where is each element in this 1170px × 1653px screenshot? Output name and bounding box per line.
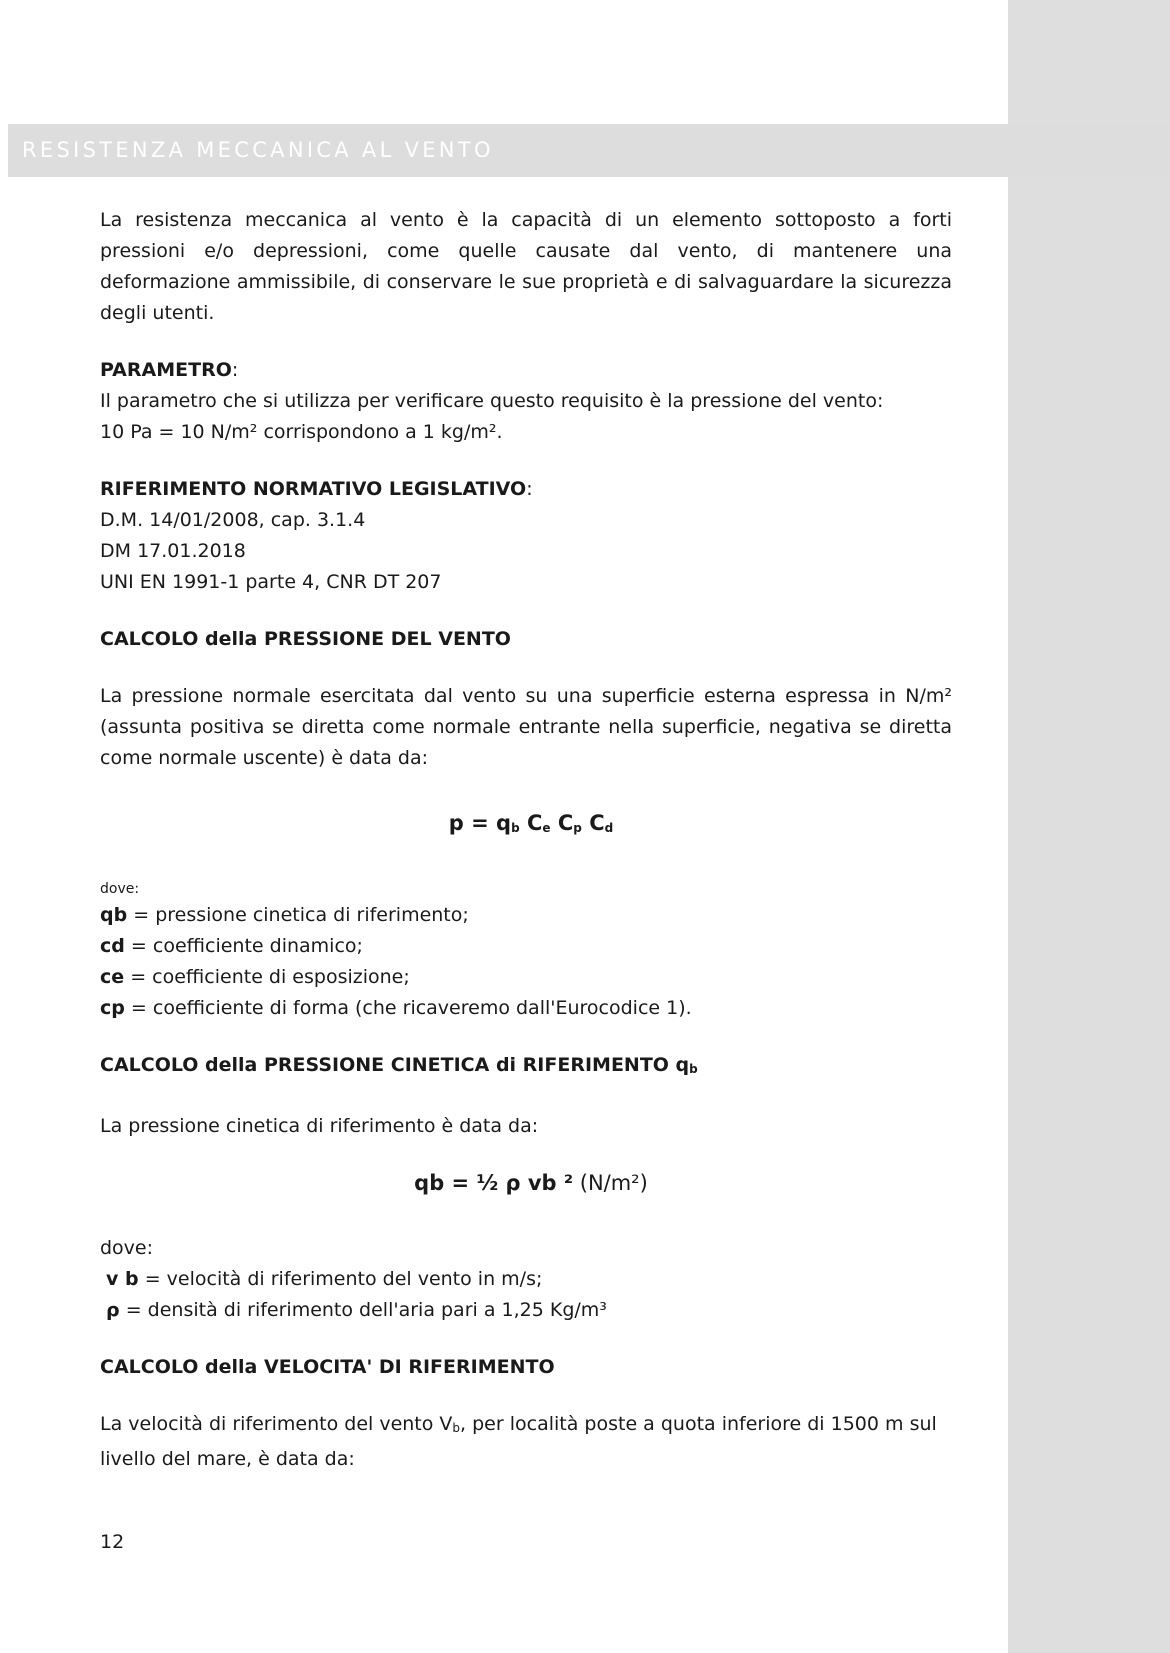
calcolo-velocita-heading: CALCOLO della VELOCITA' DI RIFERIMENTO — [100, 1356, 555, 1378]
definition-item: qb = pressione cinetica di riferimento; — [100, 904, 469, 926]
section-title: RESISTENZA MECCANICA AL VENTO — [22, 138, 494, 162]
dove-label: dove: — [100, 1237, 154, 1259]
kinetic-pressure-formula: qb = ½ ρ vb ² (N/m²) — [414, 1171, 648, 1195]
riferimento-heading: RIFERIMENTO NORMATIVO LEGISLATIVO: — [100, 478, 533, 500]
calcolo-pressione-heading: CALCOLO della PRESSIONE DEL VENTO — [100, 628, 511, 650]
calcolo-pressione-text: La pressione normale esercitata dal vento su una superficie esterna espressa in N/m² (assunta positiva se diretta come normale entrante nella superficie, negativa se diretta come normale uscente) è data da: — [100, 685, 952, 769]
page-content — [100, 205, 952, 1475]
intro-paragraph: La resistenza meccanica al vento è la capacità di un elemento sottoposto a forti pressioni e/o depressioni, come quelle causate dal vento, di mantenere una deformazione ammissibile, di conservare le sue proprietà e di salvaguardare la sicurezza degli utenti. — [100, 209, 952, 324]
dove-label: dove: — [100, 881, 140, 897]
definition-item: ce = coefficiente di esposizione; — [100, 966, 410, 988]
calcolo-velocita-text: La velocità di riferimento del vento $V_b$, per località poste a quota inferiore di 1500 m sul livello del mare, è data da: — [100, 1413, 937, 1470]
page-number: 12 — [100, 1531, 125, 1553]
parametro-line-1: Il parametro che si utilizza per verificare questo requisito è la pressione del vento: — [100, 390, 884, 412]
definition-item: cp = coefficiente di forma (che ricaveremo dall'Eurocodice 1). — [100, 997, 692, 1019]
definition-item: v b = velocità di riferimento del vento in m/s; — [106, 1268, 543, 1290]
definition-item: ρ = densità di riferimento dell'aria pari a 1,25 Kg/m³ — [106, 1299, 607, 1321]
parametro-line-2: 10 Pa = 10 N/m² corrispondono a 1 kg/m². — [100, 421, 503, 443]
riferimento-line: D.M. 14/01/2008, cap. 3.1.4 — [100, 509, 366, 531]
section-header-band — [8, 124, 1168, 177]
pressure-formula: $p = q_b$ $C_e$ $C_p$ $C_d$ — [448, 811, 614, 835]
definition-item: cd = coefficiente dinamico; — [100, 935, 363, 957]
calcolo-cinetica-text: La pressione cinetica di riferimento è data da: — [100, 1115, 539, 1137]
riferimento-line: DM 17.01.2018 — [100, 540, 246, 562]
parametro-heading: PARAMETRO: — [100, 359, 239, 381]
side-margin-band — [1008, 0, 1170, 1653]
riferimento-line: UNI EN 1991-1 parte 4, CNR DT 207 — [100, 571, 442, 593]
calcolo-cinetica-heading: CALCOLO della PRESSIONE CINETICA di RIFERIMENTO $q_b$ — [100, 1054, 698, 1076]
